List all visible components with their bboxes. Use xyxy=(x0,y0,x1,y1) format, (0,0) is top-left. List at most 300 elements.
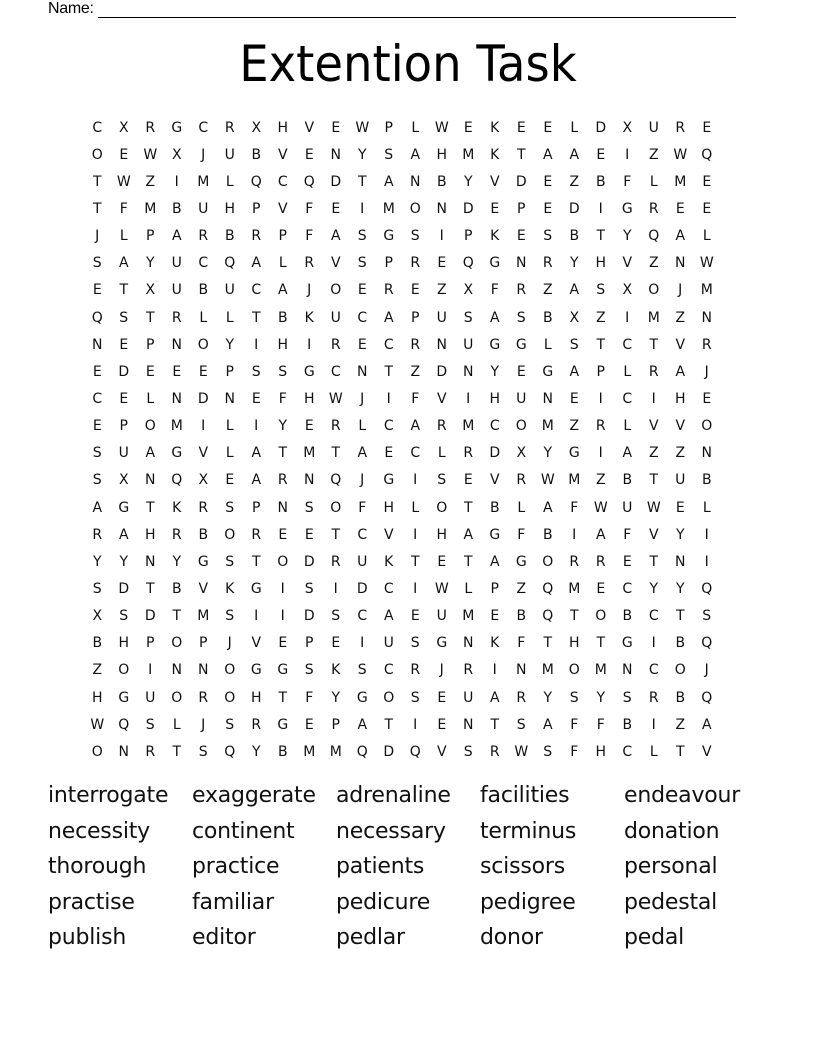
grid-letter[interactable]: B xyxy=(701,472,712,489)
grid-letter[interactable]: I xyxy=(307,336,312,353)
grid-letter[interactable]: L xyxy=(623,418,632,435)
grid-letter[interactable]: L xyxy=(199,309,208,326)
grid-letter[interactable]: T xyxy=(145,580,155,597)
grid-letter[interactable]: W xyxy=(540,472,555,489)
grid-letter[interactable]: E xyxy=(490,200,500,217)
grid-letter[interactable]: A xyxy=(383,173,394,190)
grid-letter[interactable]: P xyxy=(596,363,605,380)
grid-letter[interactable]: N xyxy=(357,363,368,380)
grid-letter[interactable]: J xyxy=(678,282,683,299)
grid-letter[interactable]: D xyxy=(436,363,448,380)
grid-letter[interactable]: N xyxy=(224,390,235,407)
grid-letter[interactable]: U xyxy=(171,282,182,299)
grid-letter[interactable]: Y xyxy=(675,580,685,597)
grid-letter[interactable]: B xyxy=(569,228,580,245)
grid-letter[interactable]: V xyxy=(648,418,659,435)
grid-letter[interactable]: D xyxy=(568,200,580,217)
grid-letter[interactable]: S xyxy=(225,499,235,516)
grid-letter[interactable]: L xyxy=(570,119,579,136)
grid-letter[interactable]: R xyxy=(198,499,209,516)
grid-letter[interactable]: S xyxy=(225,608,235,625)
grid-letter[interactable]: P xyxy=(199,635,208,652)
grid-letter[interactable]: M xyxy=(700,282,713,299)
grid-letter[interactable]: S xyxy=(92,445,102,462)
grid-letter[interactable]: N xyxy=(277,499,288,516)
grid-letter[interactable]: E xyxy=(331,200,341,217)
grid-letter[interactable]: R xyxy=(171,526,182,543)
grid-letter[interactable]: O xyxy=(568,662,580,679)
grid-letter[interactable]: T xyxy=(569,608,579,625)
grid-letter[interactable]: P xyxy=(146,635,155,652)
grid-letter[interactable]: M xyxy=(462,146,475,163)
grid-letter[interactable]: W xyxy=(328,390,343,407)
grid-letter[interactable]: E xyxy=(702,119,712,136)
grid-letter[interactable]: G xyxy=(568,445,580,462)
grid-letter[interactable]: P xyxy=(464,228,473,245)
grid-letter[interactable]: T xyxy=(596,336,606,353)
grid-letter[interactable]: C xyxy=(277,173,288,190)
grid-letter[interactable]: Z xyxy=(648,146,659,163)
grid-letter[interactable]: Z xyxy=(516,580,527,597)
grid-letter[interactable]: H xyxy=(118,635,130,652)
grid-letter[interactable]: K xyxy=(225,580,235,597)
grid-letter[interactable]: D xyxy=(197,390,209,407)
grid-letter[interactable]: T xyxy=(384,363,394,380)
grid-letter[interactable]: R xyxy=(251,526,262,543)
grid-letter[interactable]: E xyxy=(304,526,314,543)
grid-letter[interactable]: Z xyxy=(542,282,553,299)
grid-letter[interactable]: J xyxy=(360,472,365,489)
grid-letter[interactable]: O xyxy=(144,418,156,435)
grid-letter[interactable]: W xyxy=(593,499,608,516)
grid-letter[interactable]: I xyxy=(280,580,285,597)
grid-letter[interactable]: A xyxy=(251,445,262,462)
grid-letter[interactable]: D xyxy=(144,608,156,625)
grid-letter[interactable]: E xyxy=(702,173,712,190)
grid-letter[interactable]: R xyxy=(277,472,288,489)
grid-letter[interactable]: T xyxy=(92,200,102,217)
grid-letter[interactable]: H xyxy=(436,146,448,163)
grid-letter[interactable]: W xyxy=(355,119,370,136)
grid-letter[interactable]: O xyxy=(171,635,183,652)
grid-letter[interactable]: H xyxy=(674,390,686,407)
grid-letter[interactable]: Y xyxy=(543,445,553,462)
grid-letter[interactable]: E xyxy=(304,146,314,163)
grid-letter[interactable]: S xyxy=(543,743,553,760)
grid-letter[interactable]: Y xyxy=(675,526,685,543)
grid-letter[interactable]: V xyxy=(436,743,447,760)
grid-letter[interactable]: Q xyxy=(701,146,713,163)
grid-letter[interactable]: R xyxy=(383,282,394,299)
grid-letter[interactable]: E xyxy=(278,526,288,543)
grid-letter[interactable]: F xyxy=(490,282,499,299)
grid-letter[interactable]: P xyxy=(278,228,287,245)
grid-letter[interactable]: N xyxy=(145,472,156,489)
grid-letter[interactable]: V xyxy=(675,336,686,353)
grid-letter[interactable]: V xyxy=(648,526,659,543)
grid-letter[interactable]: N xyxy=(516,255,527,272)
grid-letter[interactable]: C xyxy=(622,580,633,597)
grid-letter[interactable]: W xyxy=(699,255,714,272)
grid-letter[interactable]: D xyxy=(595,119,607,136)
grid-letter[interactable]: L xyxy=(358,418,367,435)
grid-letter[interactable]: X xyxy=(92,608,103,625)
grid-letter[interactable]: I xyxy=(466,390,471,407)
grid-letter[interactable]: S xyxy=(410,228,420,245)
grid-letter[interactable]: A xyxy=(542,499,553,516)
grid-letter[interactable]: M xyxy=(303,743,316,760)
grid-letter[interactable]: I xyxy=(174,173,179,190)
grid-letter[interactable]: V xyxy=(198,580,209,597)
grid-letter[interactable]: E xyxy=(437,553,447,570)
grid-letter[interactable]: N xyxy=(463,635,474,652)
grid-letter[interactable]: R xyxy=(410,336,421,353)
grid-letter[interactable]: O xyxy=(436,499,448,516)
grid-letter[interactable]: R xyxy=(145,743,156,760)
grid-letter[interactable]: L xyxy=(225,309,234,326)
grid-letter[interactable]: X xyxy=(198,472,209,489)
grid-letter[interactable]: H xyxy=(250,689,262,706)
grid-letter[interactable]: R xyxy=(145,119,156,136)
grid-letter[interactable]: O xyxy=(224,662,236,679)
grid-letter[interactable]: K xyxy=(304,309,314,326)
grid-letter[interactable]: N xyxy=(304,472,315,489)
grid-letter[interactable]: H xyxy=(595,255,607,272)
grid-letter[interactable]: G xyxy=(621,635,633,652)
grid-letter[interactable]: Q xyxy=(409,743,421,760)
grid-letter[interactable]: U xyxy=(118,445,129,462)
grid-letter[interactable]: G xyxy=(171,445,183,462)
grid-letter[interactable]: S xyxy=(384,146,394,163)
grid-letter[interactable]: E xyxy=(516,228,526,245)
grid-letter[interactable]: S xyxy=(198,743,208,760)
grid-letter[interactable]: U xyxy=(357,553,368,570)
grid-letter[interactable]: T xyxy=(331,526,341,543)
grid-letter[interactable]: T xyxy=(596,635,606,652)
grid-letter[interactable]: C xyxy=(357,608,368,625)
grid-letter[interactable]: Z xyxy=(410,363,421,380)
grid-letter[interactable]: E xyxy=(92,363,102,380)
grid-letter[interactable]: S xyxy=(119,309,129,326)
grid-letter[interactable]: X xyxy=(622,119,633,136)
grid-letter[interactable]: Q xyxy=(542,580,554,597)
grid-letter[interactable]: N xyxy=(622,662,633,679)
grid-letter[interactable]: G xyxy=(303,363,315,380)
grid-letter[interactable]: B xyxy=(675,689,686,706)
grid-letter[interactable]: T xyxy=(92,173,102,190)
grid-letter[interactable]: R xyxy=(648,200,659,217)
grid-letter[interactable]: C xyxy=(622,336,633,353)
grid-letter[interactable]: M xyxy=(197,173,210,190)
grid-letter[interactable]: N xyxy=(410,173,421,190)
grid-letter[interactable]: Y xyxy=(225,336,235,353)
grid-letter[interactable]: A xyxy=(357,716,368,733)
grid-letter[interactable]: T xyxy=(331,445,341,462)
grid-letter[interactable]: C xyxy=(622,390,633,407)
grid-letter[interactable]: F xyxy=(570,716,579,733)
grid-letter[interactable]: T xyxy=(384,716,394,733)
grid-letter[interactable]: P xyxy=(490,580,499,597)
grid-letter[interactable]: Y xyxy=(251,743,261,760)
grid-letter[interactable]: J xyxy=(201,146,206,163)
grid-letter[interactable]: B xyxy=(516,608,527,625)
grid-letter[interactable]: R xyxy=(489,743,500,760)
grid-letter[interactable]: S xyxy=(516,716,526,733)
grid-letter[interactable]: E xyxy=(463,119,473,136)
grid-letter[interactable]: W xyxy=(90,716,105,733)
grid-letter[interactable]: B xyxy=(622,716,633,733)
grid-letter[interactable]: I xyxy=(704,553,709,570)
grid-letter[interactable]: M xyxy=(674,173,687,190)
grid-letter[interactable]: V xyxy=(198,445,209,462)
grid-letter[interactable]: M xyxy=(462,608,475,625)
grid-letter[interactable]: E xyxy=(516,119,526,136)
grid-letter[interactable]: I xyxy=(386,390,391,407)
grid-letter[interactable]: E xyxy=(543,173,553,190)
grid-letter[interactable]: Z xyxy=(145,173,156,190)
grid-letter[interactable]: Q xyxy=(250,173,262,190)
grid-letter[interactable]: Y xyxy=(92,553,102,570)
grid-letter[interactable]: U xyxy=(224,282,235,299)
grid-letter[interactable]: A xyxy=(383,309,394,326)
grid-letter[interactable]: Q xyxy=(171,472,183,489)
grid-letter[interactable]: D xyxy=(515,173,527,190)
grid-letter[interactable]: B xyxy=(251,146,262,163)
grid-letter[interactable]: O xyxy=(542,553,554,570)
grid-letter[interactable]: A xyxy=(330,228,341,245)
grid-letter[interactable]: A xyxy=(145,445,156,462)
grid-letter[interactable]: R xyxy=(569,553,580,570)
grid-letter[interactable]: O xyxy=(648,282,660,299)
grid-letter[interactable]: U xyxy=(436,608,447,625)
grid-letter[interactable]: P xyxy=(119,418,128,435)
grid-letter[interactable]: S xyxy=(357,662,367,679)
grid-letter[interactable]: W xyxy=(434,119,449,136)
grid-letter[interactable]: G xyxy=(118,499,130,516)
grid-letter[interactable]: W xyxy=(143,146,158,163)
grid-letter[interactable]: L xyxy=(649,743,658,760)
grid-letter[interactable]: T xyxy=(278,445,288,462)
grid-letter[interactable]: R xyxy=(198,689,209,706)
grid-letter[interactable]: Z xyxy=(436,282,447,299)
grid-letter[interactable]: B xyxy=(622,608,633,625)
grid-letter[interactable]: L xyxy=(649,173,658,190)
grid-letter[interactable]: R xyxy=(648,689,659,706)
grid-letter[interactable]: Y xyxy=(119,553,129,570)
grid-letter[interactable]: R xyxy=(92,526,103,543)
grid-letter[interactable]: C xyxy=(410,445,421,462)
grid-letter[interactable]: E xyxy=(463,472,473,489)
grid-letter[interactable]: O xyxy=(701,418,713,435)
grid-letter[interactable]: Q xyxy=(224,743,236,760)
grid-letter[interactable]: R xyxy=(330,418,341,435)
grid-letter[interactable]: F xyxy=(119,200,128,217)
grid-letter[interactable]: I xyxy=(651,716,656,733)
grid-letter[interactable]: O xyxy=(409,200,421,217)
grid-letter[interactable]: Y xyxy=(490,363,500,380)
grid-letter[interactable]: V xyxy=(304,119,315,136)
grid-letter[interactable]: U xyxy=(198,200,209,217)
grid-letter[interactable]: L xyxy=(146,390,155,407)
grid-letter[interactable]: T xyxy=(490,716,500,733)
grid-letter[interactable]: A xyxy=(595,526,606,543)
grid-letter[interactable]: F xyxy=(570,499,579,516)
grid-letter[interactable]: Z xyxy=(648,445,659,462)
grid-letter[interactable]: B xyxy=(277,309,288,326)
grid-letter[interactable]: A xyxy=(383,608,394,625)
grid-letter[interactable]: T xyxy=(172,608,182,625)
grid-letter[interactable]: M xyxy=(144,200,157,217)
grid-letter[interactable]: B xyxy=(277,743,288,760)
grid-letter[interactable]: G xyxy=(250,662,262,679)
grid-letter[interactable]: S xyxy=(410,635,420,652)
grid-letter[interactable]: F xyxy=(570,743,579,760)
grid-letter[interactable]: O xyxy=(224,689,236,706)
grid-letter[interactable]: K xyxy=(384,553,394,570)
grid-letter[interactable]: I xyxy=(254,608,259,625)
grid-letter[interactable]: I xyxy=(148,662,153,679)
grid-letter[interactable]: S xyxy=(278,363,288,380)
grid-letter[interactable]: M xyxy=(303,445,316,462)
grid-letter[interactable]: X xyxy=(145,282,156,299)
grid-letter[interactable]: E xyxy=(437,689,447,706)
grid-letter[interactable]: O xyxy=(674,662,686,679)
grid-letter[interactable]: A xyxy=(489,689,500,706)
grid-letter[interactable]: T xyxy=(278,689,288,706)
grid-letter[interactable]: T xyxy=(463,499,473,516)
grid-letter[interactable]: Z xyxy=(569,173,580,190)
grid-letter[interactable]: B xyxy=(171,580,182,597)
grid-letter[interactable]: R xyxy=(330,336,341,353)
grid-letter[interactable]: R xyxy=(595,418,606,435)
grid-letter[interactable]: E xyxy=(437,255,447,272)
grid-letter[interactable]: Q xyxy=(462,255,474,272)
grid-letter[interactable]: L xyxy=(437,445,446,462)
grid-letter[interactable]: Q xyxy=(118,716,130,733)
grid-letter[interactable]: I xyxy=(360,200,365,217)
grid-letter[interactable]: E xyxy=(357,336,367,353)
grid-letter[interactable]: G xyxy=(489,255,501,272)
grid-letter[interactable]: V xyxy=(277,146,288,163)
grid-letter[interactable]: E xyxy=(357,282,367,299)
grid-letter[interactable]: N xyxy=(171,390,182,407)
grid-letter[interactable]: T xyxy=(145,499,155,516)
grid-letter[interactable]: F xyxy=(305,200,314,217)
grid-letter[interactable]: T xyxy=(516,146,526,163)
grid-letter[interactable]: H xyxy=(224,200,236,217)
grid-letter[interactable]: R xyxy=(701,336,712,353)
grid-letter[interactable]: T xyxy=(145,309,155,326)
grid-letter[interactable]: E xyxy=(304,418,314,435)
grid-letter[interactable]: P xyxy=(146,228,155,245)
grid-letter[interactable]: R xyxy=(516,689,527,706)
grid-letter[interactable]: E xyxy=(410,608,420,625)
grid-letter[interactable]: B xyxy=(92,635,103,652)
grid-letter[interactable]: X xyxy=(171,146,182,163)
grid-letter[interactable]: F xyxy=(305,228,314,245)
grid-letter[interactable]: T xyxy=(119,282,129,299)
grid-letter[interactable]: I xyxy=(413,580,418,597)
grid-letter[interactable]: L xyxy=(517,499,526,516)
grid-letter[interactable]: Q xyxy=(701,580,713,597)
grid-letter[interactable]: C xyxy=(92,119,103,136)
grid-letter[interactable]: R xyxy=(251,716,262,733)
grid-letter[interactable]: E xyxy=(675,499,685,516)
grid-letter[interactable]: R xyxy=(410,255,421,272)
grid-letter[interactable]: J xyxy=(704,363,709,380)
grid-letter[interactable]: X xyxy=(118,472,129,489)
grid-letter[interactable]: A xyxy=(701,716,712,733)
grid-letter[interactable]: F xyxy=(517,635,526,652)
grid-letter[interactable]: A xyxy=(489,553,500,570)
grid-letter[interactable]: A xyxy=(569,282,580,299)
grid-letter[interactable]: R xyxy=(675,119,686,136)
grid-letter[interactable]: S xyxy=(92,580,102,597)
grid-letter[interactable]: I xyxy=(625,309,630,326)
grid-letter[interactable]: C xyxy=(92,390,103,407)
grid-letter[interactable]: F xyxy=(278,390,287,407)
grid-letter[interactable]: J xyxy=(439,662,444,679)
grid-letter[interactable]: G xyxy=(118,689,130,706)
grid-letter[interactable]: I xyxy=(598,445,603,462)
grid-letter[interactable]: E xyxy=(119,146,129,163)
grid-letter[interactable]: H xyxy=(383,499,395,516)
grid-letter[interactable]: V xyxy=(489,173,500,190)
grid-letter[interactable]: S xyxy=(516,309,526,326)
grid-letter[interactable]: L xyxy=(278,255,287,272)
grid-letter[interactable]: E xyxy=(410,282,420,299)
grid-letter[interactable]: I xyxy=(704,526,709,543)
grid-letter[interactable]: I xyxy=(333,580,338,597)
grid-letter[interactable]: I xyxy=(625,146,630,163)
grid-letter[interactable]: S xyxy=(92,255,102,272)
grid-letter[interactable]: T xyxy=(172,743,182,760)
grid-letter[interactable]: R xyxy=(410,662,421,679)
grid-letter[interactable]: T xyxy=(675,743,685,760)
grid-letter[interactable]: I xyxy=(598,200,603,217)
grid-letter[interactable]: E xyxy=(543,119,553,136)
grid-letter[interactable]: E xyxy=(92,282,102,299)
grid-letter[interactable]: E xyxy=(198,363,208,380)
grid-letter[interactable]: V xyxy=(277,200,288,217)
grid-letter[interactable]: M xyxy=(197,608,210,625)
grid-letter[interactable]: E xyxy=(675,200,685,217)
grid-letter[interactable]: P xyxy=(384,119,393,136)
grid-letter[interactable]: A xyxy=(675,228,686,245)
grid-letter[interactable]: E xyxy=(543,200,553,217)
grid-letter[interactable]: P xyxy=(225,363,234,380)
grid-letter[interactable]: L xyxy=(119,228,128,245)
grid-letter[interactable]: G xyxy=(277,716,289,733)
grid-letter[interactable]: I xyxy=(492,662,497,679)
grid-letter[interactable]: N xyxy=(92,336,103,353)
grid-letter[interactable]: Z xyxy=(595,309,606,326)
grid-letter[interactable]: U xyxy=(516,390,527,407)
grid-letter[interactable]: A xyxy=(622,445,633,462)
grid-letter[interactable]: S xyxy=(145,716,155,733)
grid-letter[interactable]: X xyxy=(463,282,474,299)
grid-letter[interactable]: A xyxy=(569,146,580,163)
grid-letter[interactable]: D xyxy=(489,445,501,462)
grid-letter[interactable]: G xyxy=(383,472,395,489)
grid-letter[interactable]: S xyxy=(437,472,447,489)
grid-letter[interactable]: D xyxy=(303,608,315,625)
grid-letter[interactable]: R xyxy=(595,553,606,570)
grid-letter[interactable]: K xyxy=(490,146,500,163)
grid-letter[interactable]: T xyxy=(251,309,261,326)
grid-letter[interactable]: M xyxy=(568,580,581,597)
grid-letter[interactable]: E xyxy=(119,390,129,407)
